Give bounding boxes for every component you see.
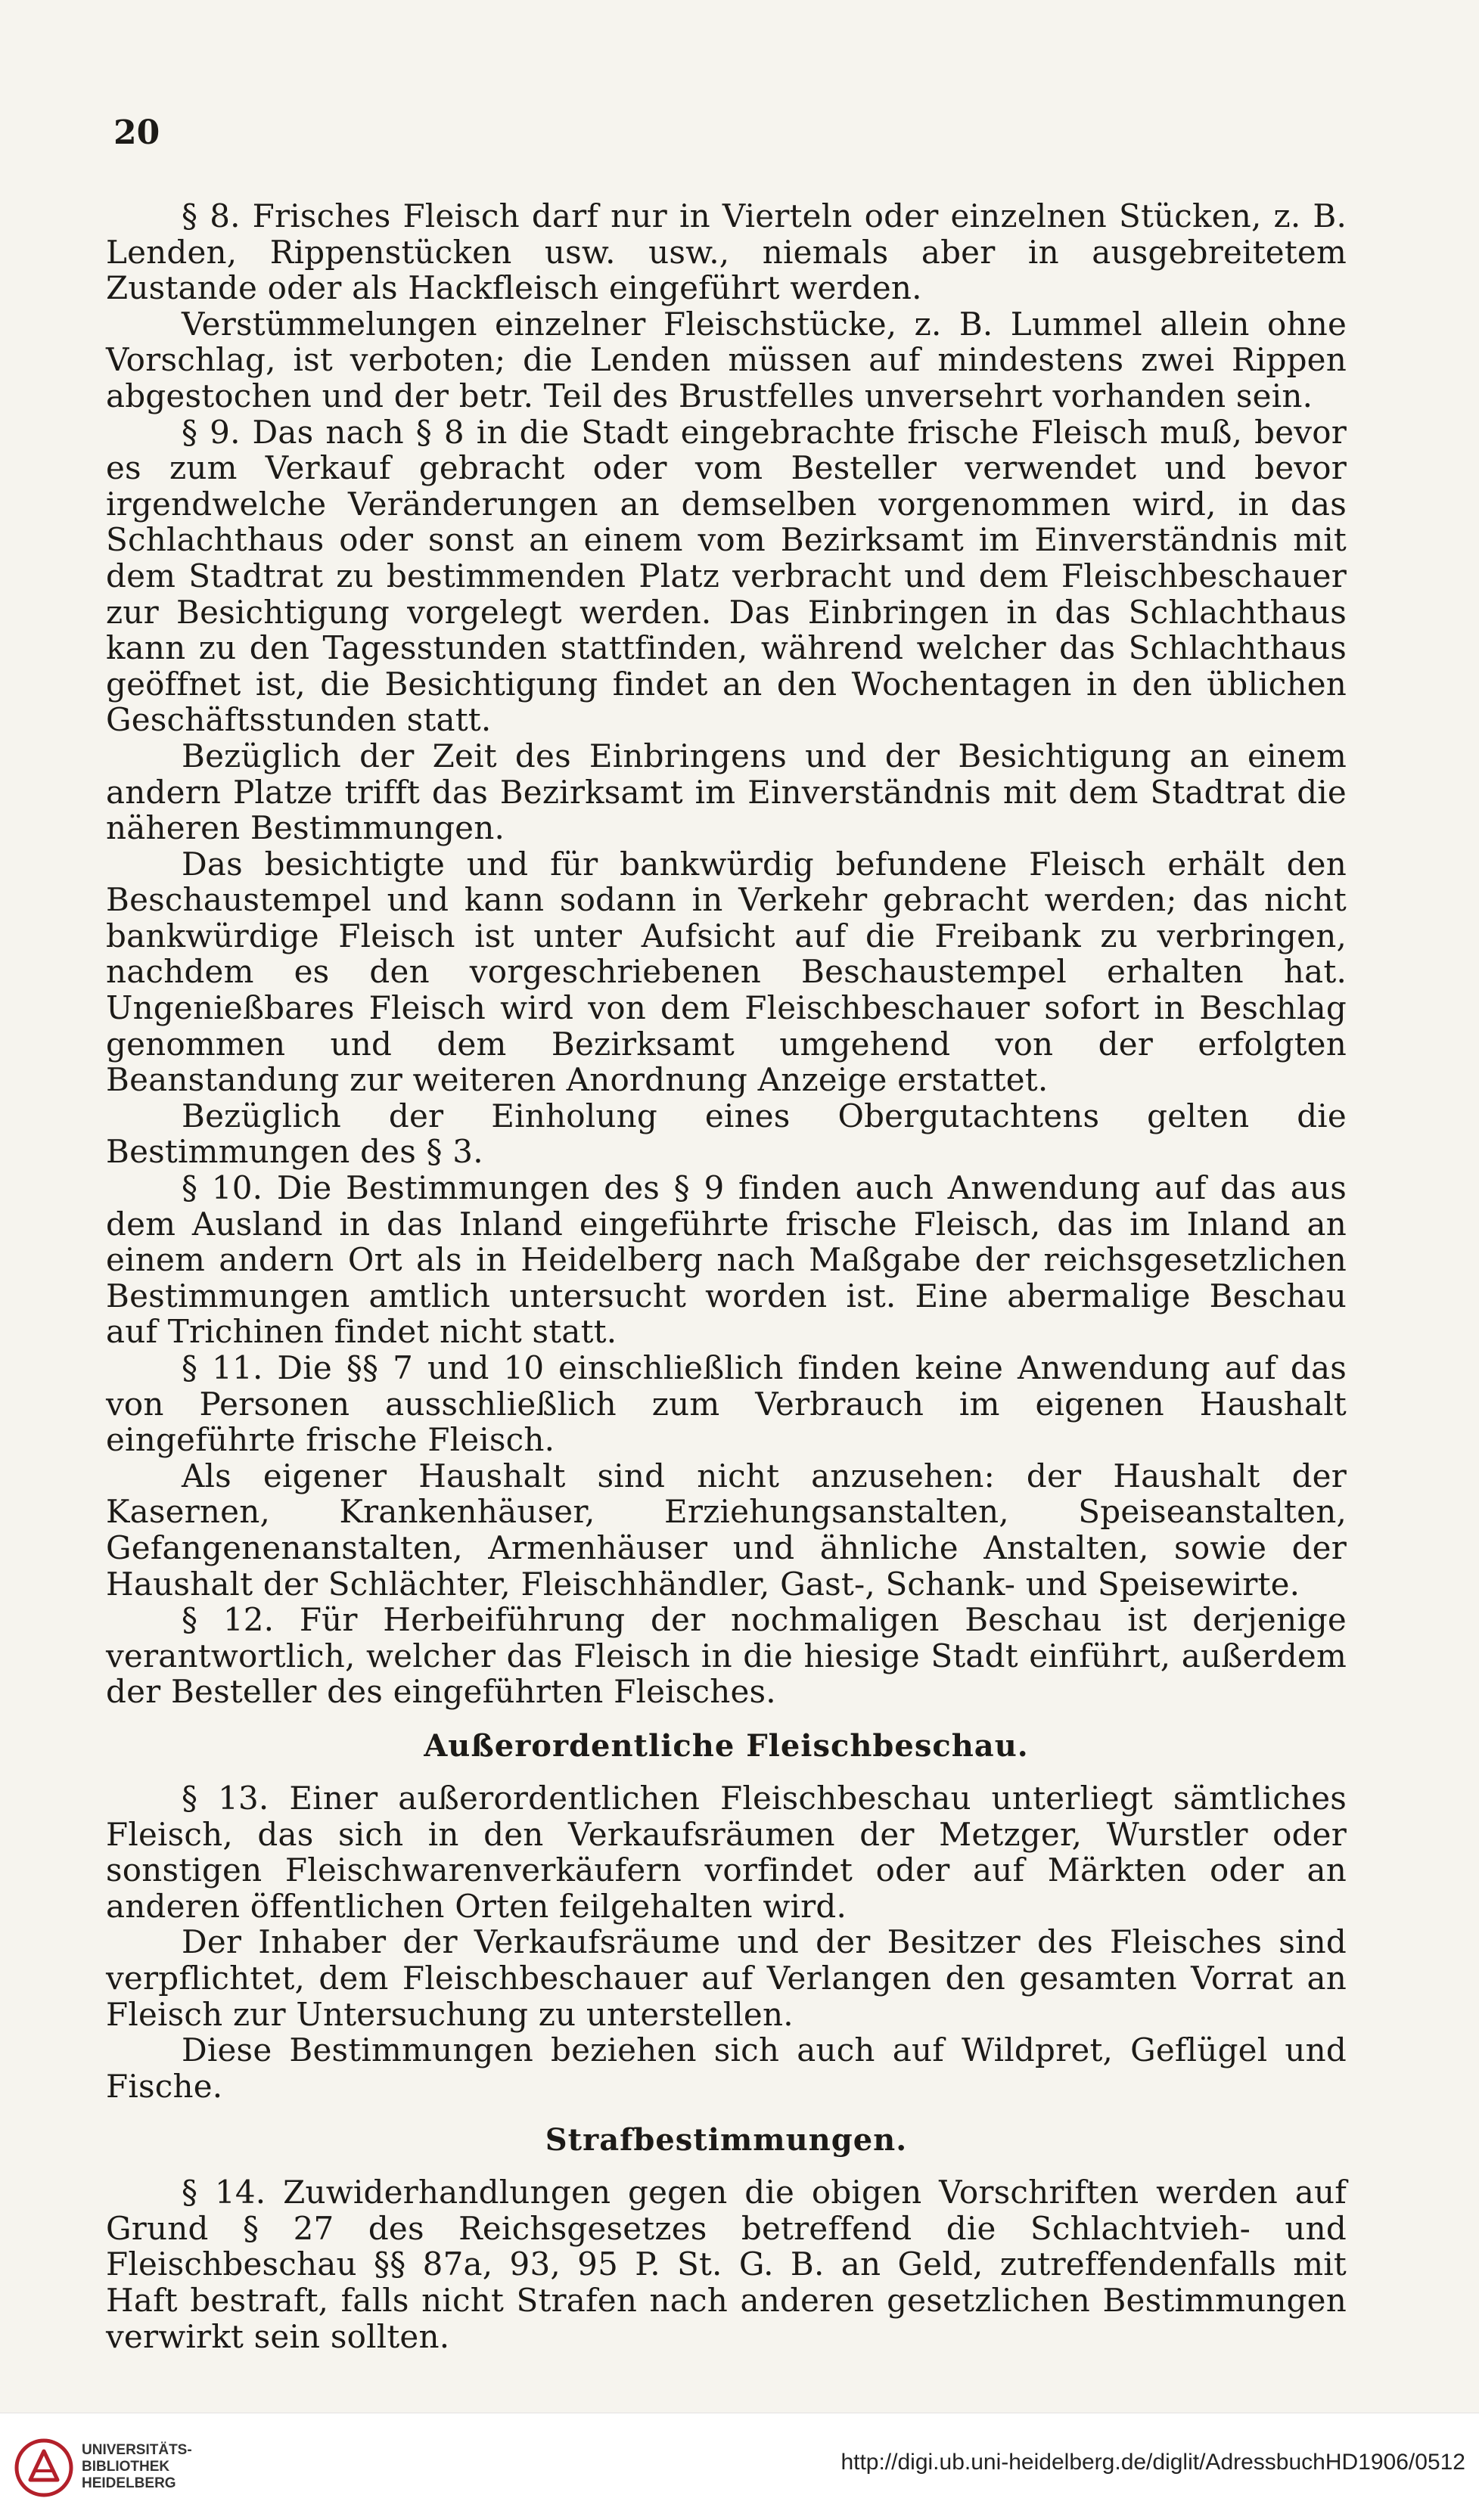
library-name (82, 2442, 192, 2492)
paragraph-section-14: § 14. Zuwiderhandlungen gegen die obigen Vorschriften werden auf Grund § 27 des Reichsgesetzes betreffend die Schlachtvieh- und Fleischbeschau §§ 87a, 93, 95 P. St. G. B. an Geld, zutreffendenfalls mit Haft bestraft, falls nicht Strafen nach anderen gesetzlichen Bestimmungen verwirkt sein sollten. (106, 2174, 1347, 2355)
paragraph-stamp-rule: Das besichtigte und für bankwürdig befundene Fleisch erhält den Beschaustempel und kann sodann in Verkehr gebracht werden; das nicht bankwürdige Fleisch ist unter Aufsicht auf die Freibank zu verbringen, nachdem es den vorgeschriebenen Beschaustempel erhalten hat. Ungenießbares Fleisch wird von dem Fleischbeschauer sofort in Beschlag genommen und dem Bezirksamt umgehend von der erfolgten Beanstandung zur weiteren Anordnung Anzeige erstattet. (106, 845, 1347, 1099)
paragraph-section-11: § 11. Die §§ 7 und 10 einschließlich finden keine Anwendung auf das von Personen ausschließlich zum Verbrauch im eigenen Haushalt eingeführte frische Fleisch. (106, 1349, 1347, 1459)
library-name-line-2: BIBLIOTHEK (82, 2459, 170, 2475)
paragraph-section-8: § 8. Frisches Fleisch darf nur in Vierteln oder einzelnen Stücken, z. B. Lenden, Rippenstücken usw. usw., niemals aber in ausgebreitetem Zustande oder als Hackfleisch eingeführt werden. (106, 197, 1347, 307)
heading-extraordinary-inspection: Außerordentliche Fleischbeschau. (424, 1727, 1029, 1764)
paragraph-mutilation-rule: Verstümmelungen einzelner Fleischstücke, z. B. Lummel allein ohne Vorschlag, ist verboten; die Lenden müssen auf mindestens zwei Rippen abgestochen und der betr. Teil des Brustfelles unversehrt vorhanden sein. (106, 305, 1347, 414)
paragraph-section-10: § 10. Die Bestimmungen des § 9 finden auch Anwendung auf das aus dem Ausland in das Inland eingeführte frische Fleisch, das im Inland an einem andern Ort als in Heidelberg nach Maßgabe der reichsgesetzlichen Bestimmungen amtlich untersucht worden ist. Eine abermalige Beschau auf Trichinen findet nicht statt. (106, 1169, 1347, 1351)
library-name-line-3: HEIDELBERG (82, 2475, 176, 2491)
paragraph-section-9: § 9. Das nach § 8 in die Stadt eingebrachte frische Fleisch muß, bevor es zum Verkauf gebracht oder vom Besteller verwendet und bevor irgendwelche Veränderungen an demselben vorgenommen wird, in das Schlachthaus oder sonst an einem vom Bezirksamt im Einverständnis mit dem Stadtrat zu bestimmenden Platz verbracht und dem Fleischbeschauer zur Besichtigung vorgelegt werden. Das Einbringen in das Schlachthaus kann zu den Tagesstunden stattfinden, während welcher das Schlachthaus geöffnet ist, die Besichtigung findet an den Wochentagen in den üblichen Geschäftsstunden statt. (106, 413, 1347, 739)
heading-penalties: Strafbestimmungen. (545, 2122, 908, 2158)
paragraph-expert-opinion: Bezüglich der Einholung eines Obergutachtens gelten die Bestimmungen des § 3. (106, 1097, 1347, 1171)
university-library-logo-icon (14, 2438, 74, 2498)
paragraph-household-definition: Als eigener Haushalt sind nicht anzusehen: der Haushalt der Kasernen, Krankenhäuser, Erziehungsanstalten, Speiseanstalten, Gefangenenanstalten, Armenhäuser und ähnliche Anstalten, sowie der Haushalt der Schlächter, Fleischhändler, Gast-, Schank- und Speisewirte. (106, 1457, 1347, 1603)
footer-bar (0, 2413, 1479, 2520)
paragraph-owner-duty: Der Inhaber der Verkaufsräume und der Besitzer des Fleisches sind verpflichtet, dem Fleischbeschauer auf Verlangen den gesamten Vorrat an Fleisch zur Untersuchung zu unterstellen. (106, 1923, 1347, 2033)
source-url-link[interactable]: http://digi.ub.uni-heidelberg.de/diglit/AdressbuchHD1906/0512 (840, 2450, 1465, 2475)
paragraph-section-13: § 13. Einer außerordentlichen Fleischbeschau unterliegt sämtliches Fleisch, das sich in den Verkaufsräumen der Metzger, Wurstler oder sonstigen Fleischwarenverkäufern vorfindet oder auf Märkten oder an anderen öffentlichen Orten feilgehalten wird. (106, 1779, 1347, 1925)
paragraph-game-poultry-fish: Diese Bestimmungen beziehen sich auch auf Wildpret, Geflügel und Fische. (106, 2031, 1347, 2105)
page-number: 20 (113, 113, 160, 152)
body-text (106, 198, 1347, 2354)
library-name-line-1: UNIVERSITÄTS- (82, 2442, 192, 2458)
paragraph-section-12: § 12. Für Herbeiführung der nochmaligen Beschau ist derjenige verantwortlich, welcher das Fleisch in die hiesige Stadt einführt, außerdem der Besteller des eingeführten Fleisches. (106, 1601, 1347, 1711)
paragraph-inspection-time: Bezüglich der Zeit des Einbringens und der Besichtigung an einem andern Platze trifft das Bezirksamt im Einverständnis mit dem Stadtrat die näheren Bestimmungen. (106, 737, 1347, 847)
